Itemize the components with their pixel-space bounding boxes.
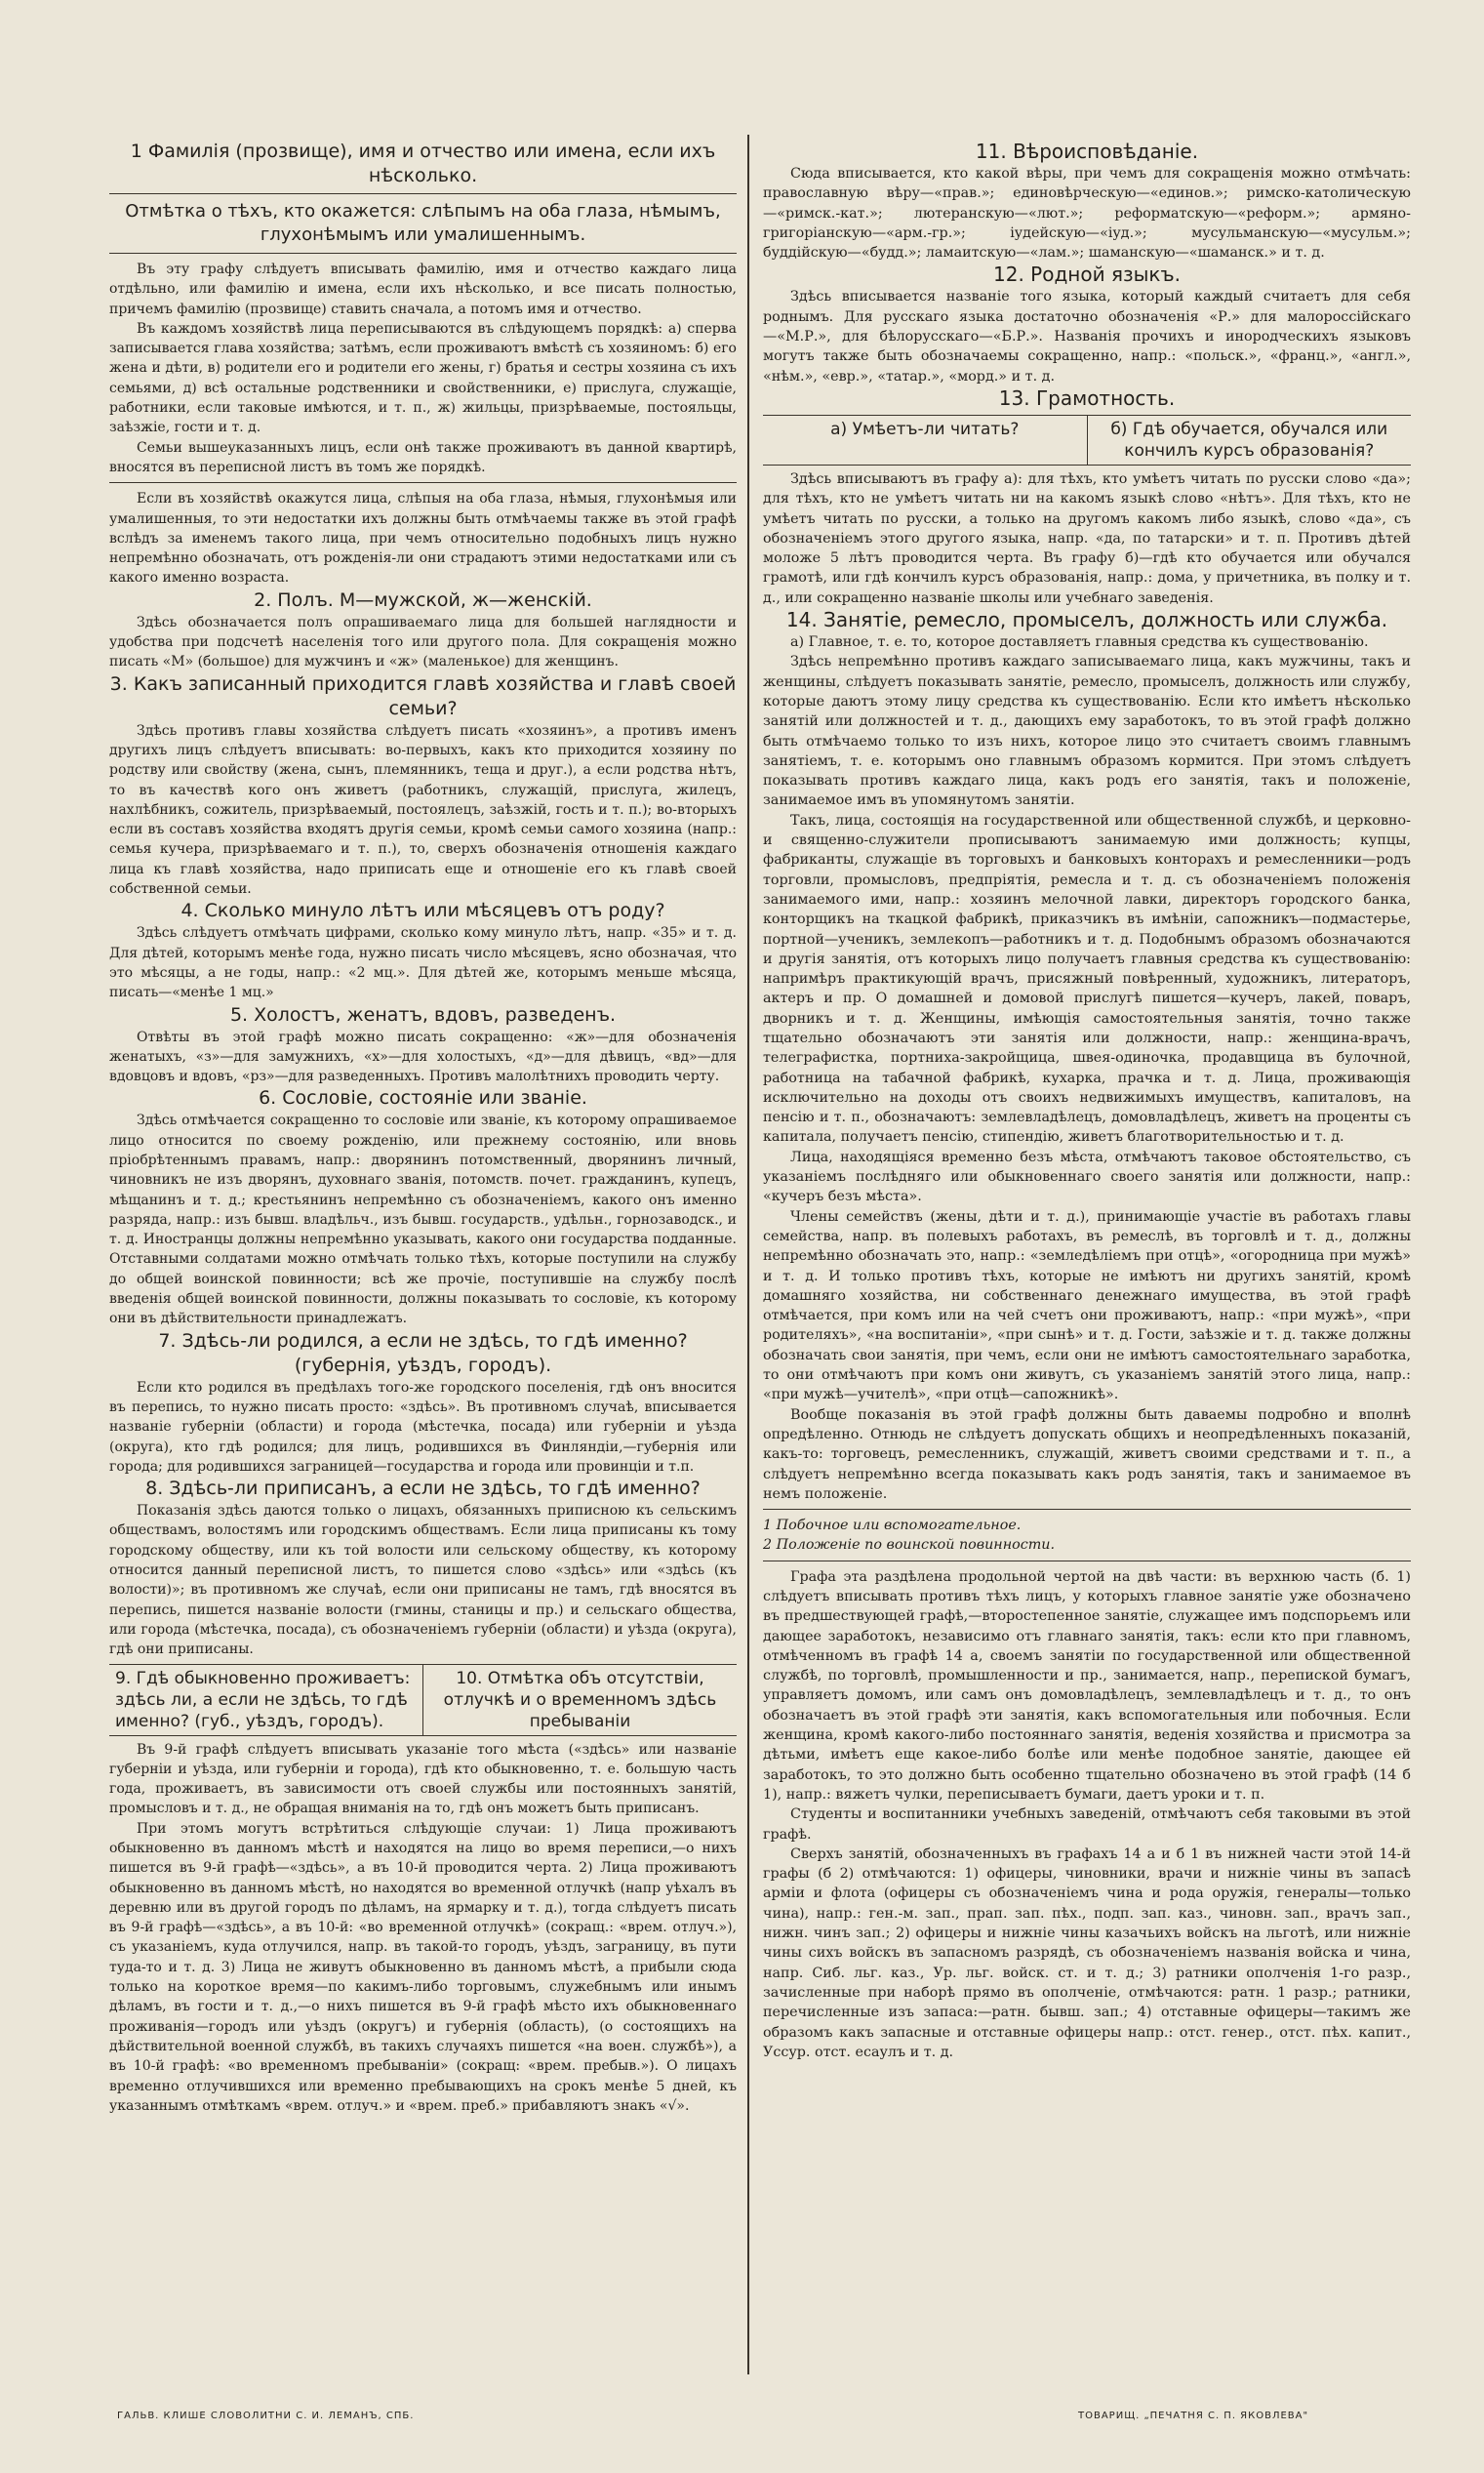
section-12-heading: 12. Родной языкъ.: [993, 263, 1181, 287]
section-7-heading: 7. Здѣсь-ли родился, а если не здѣсь, то гдѣ именно? (губернія, уѣздъ, городъ).: [158, 1329, 688, 1376]
section-4-heading: 4. Сколько минуло лѣтъ или мѣсяцевъ отъ роду?: [180, 900, 665, 922]
paragraph: Семьи вышеуказанныхъ лицъ, если онѣ также проживаютъ въ данной квартирѣ, вносятся въ переписной листъ въ томъ же порядкѣ.: [109, 439, 737, 475]
paragraph: Сюда вписывается, кто какой вѣры, при чемъ для сокращенія можно отмѣчать: православную вѣру—«прав.»; единовѣрческую—«единов.»; римско-католическую—«римск.-кат.»; лютеранскую—«лют.»; реформатскую—«реформ.»; армяно-григоріанскую—«арм.-гр.»; іудейскую—«іуд.»; мусульманскую—«мусульм.»; буддійскую—«будд.»; ламаитскую—«лам.»; шаманскую—«шаманск.» и т. д.: [763, 166, 1411, 262]
divider: [109, 253, 737, 254]
section-14-heading: 14. Занятіе, ремесло, промыселъ, должность или служба.: [785, 608, 1388, 632]
paragraph: Здѣсь слѣдуетъ отмѣчать цифрами, сколько кому минуло лѣтъ, напр. «35» и т. д. Для дѣтей, которымъ менѣе года, нужно писать число мѣсяцевъ, ясно обозначая, что это мѣсяцы, а не годы, напр.: «2 мц.». Для дѣтей же, которымъ меньше мѣсяца, писать—«менѣе 1 мц.»: [109, 925, 737, 1001]
paragraph: Здѣсь противъ главы хозяйства слѣдуетъ писать «хозяинъ», а противъ именъ другихъ лицъ слѣдуетъ вписывать: во-первыхъ, какъ кто приходится хозяину по родству или свойству (жена, сынъ, племянникъ, теща и друг.), а если родства нѣтъ, то въ качествѣ кого онъ живетъ (работникъ, служащій, прислуга, жилецъ, нахлѣбникъ, сожитель, призрѣваемый, постоялецъ, заѣзжій, гость и т. п.); во-вторыхъ если въ составъ хозяйства входятъ другія семьи, кромѣ семьи самого хозяина (напр.: семья кучера, призрѣваемаго и т. п.), то, сверхъ обозначенія отношенія каждаго лица къ главѣ хозяйства, надо приписать еще и отношеніе его къ главѣ своей собственной семьи.: [109, 722, 737, 898]
sections-9-10-header: [109, 1664, 737, 1736]
divider: [109, 193, 737, 194]
paragraph: При этомъ могутъ встрѣтиться слѣдующіе случаи: 1) Лица проживаютъ обыкновенно въ данномъ мѣстѣ и находятся на лицо во время переписи,—о нихъ пишется въ 9-й графѣ—«здѣсь», а въ 10-й проводится черта. 2) Лица проживаютъ обыкновенно въ данномъ мѣстѣ, но находятся во временной отлучкѣ (напр уѣхалъ въ деревню или въ другой городъ по дѣламъ, на ярмарку и т. д.), тогда слѣдуетъ писать въ 9-й графѣ—«здѣсь», а въ 10-й: «во временной отлучкѣ» (сокращ.: «врем. отлуч.»), съ указаніемъ, куда отлучился, напр. въ такой-то городъ, уѣздъ, заграницу, въ пути туда-то и т. д. 3) Лица не живутъ обыкновенно въ данномъ мѣстѣ, а прибыли сюда только на короткое время—по какимъ-либо торговымъ, служебнымъ или инымъ дѣламъ, въ гости и т. д.,—о нихъ пишется въ 9-й графѣ мѣсто ихъ обыкновеннаго проживанія—городъ или уѣздъ (округъ) и губернія (область), (о состоящихъ на дѣйствительной военной службѣ, въ такихъ случаяхъ пишется «на воен. службѣ»), а въ 10-й графѣ: «во временномъ пребываніи» (сокращ: «врем. пребыв.»). О лицахъ временно отлучившихся или временно пребывающихъ на срокъ менѣе 5 дней, къ указаннымъ отмѣткамъ «врем. отлуч.» и «врем. преб.» прибавляютъ знакъ «√».: [109, 1820, 737, 2114]
column-divider: [747, 135, 749, 2374]
section-1-heading: 1 Фамилія (прозвище), имя и отчество или имена, если ихъ нѣсколько.: [130, 141, 716, 186]
section-9-heading: 9. Гдѣ обыкновенно проживаетъ: здѣсь ли, а если не здѣсь, то гдѣ именно? (губ., уѣздъ, городъ).: [115, 1668, 411, 1731]
paragraph: Лица, находящіяся временно безъ мѣста, отмѣчаютъ таковое обстоятельство, съ указаніемъ послѣдняго или обыкновеннаго своего занятія или должности, напр.: «кучеръ безъ мѣста».: [763, 1149, 1411, 1205]
section-2-heading: 2. Полъ. М—мужской, ж—женскій.: [254, 588, 592, 611]
printer-credit-right: ТОВАРИЩ. „ПЕЧАТНЯ С. П. ЯКОВЛЕВА": [1078, 2411, 1309, 2421]
divider: [763, 1509, 1411, 1510]
paragraph: Студенты и воспитанники учебныхъ заведеній, отмѣчаютъ себя таковыми въ этой графѣ.: [763, 1806, 1411, 1843]
paragraph: Графа эта раздѣлена продольной чертой на двѣ части: въ верхнюю часть (б. 1) слѣдуетъ вписывать противъ тѣхъ лицъ, у которыхъ главное занятіе уже обозначено въ предшествующей графѣ,—второстепенное занятіе, служащее имъ подспорьемъ или дающее заработокъ, независимо отъ главнаго занятія, такъ: если кто при главномъ, отмѣченномъ въ графѣ 14 а, своемъ занятіи по государственной или общественной службѣ, по торговлѣ, промышленности и пр., занимается, напр., перепиской бумагъ, управляетъ домомъ, или самъ онъ домовладѣлецъ, землевладѣлецъ и т. д., то онъ обозначаетъ въ этой графѣ эти занятія, какъ вспомогательныя или побочныя. Если женщина, кромѣ какого-либо постояннаго занятія, веденія хозяйства и присмотра за дѣтьми, имѣетъ еще какое-либо болѣе или менѣе подобное занятіе, дающее ей заработокъ, то это должно быть особенно тщательно обозначено въ этой графѣ (14 б 1), напр.: вяжетъ чулки, переписываетъ бумаги, даетъ уроки и т. п.: [763, 1568, 1411, 1803]
paragraph: Въ 9-й графѣ слѣдуетъ вписывать указаніе того мѣста («здѣсь» или названіе губерніи и уѣзда, или губерніи и города), гдѣ кто обыкновенно, т. е. большую часть года, проживаетъ, въ зависимости отъ своей службы или постоянныхъ занятій, промысловъ и т. д., не обращая вниманія на то, гдѣ онъ можетъ быть приписанъ.: [109, 1741, 737, 1817]
paragraph: Сверхъ занятій, обозначенныхъ въ графахъ 14 а и б 1 въ нижней части этой 14-й графы (б 2) отмѣчаются: 1) офицеры, чиновники, врачи и нижніе чины въ запасѣ арміи и флота (офицеры съ обозначеніемъ чина и рода оружія, генералы—только чина), напр.: ген.-м. зап., прап. зап. пѣх., подп. зап. каз., чиновн. зап., врачъ зап., нижн. чинъ зап.; 2) офицеры и нижніе чины казачьихъ войскъ на льготѣ, или нижніе чины сихъ войскъ въ запасномъ разрядѣ, съ обозначеніемъ названія войска и чина, напр. Сиб. льг. каз., Ур. льг. войск. ст. и т. д.; 3) ратники ополченія 1-го разр., зачисленные при наборѣ прямо въ ополченіе, отмѣчаются: ратн. 1 разр.; ратники, перечисленные изъ запаса:—ратн. бывш. зап.; 4) отставные офицеры—такимъ же образомъ какъ запасные и отставные офицеры напр.: отст. генер., отст. пѣх. капит., Уссур. отст. есаулъ и т. д.: [763, 1845, 1411, 2060]
section-10-cell: [422, 1665, 737, 1735]
section-13-subheader: [763, 415, 1411, 466]
paragraph: Въ каждомъ хозяйствѣ лица переписываются въ слѣдующемъ порядкѣ: а) сперва записывается глава хозяйства; затѣмъ, если проживаютъ вмѣстѣ съ хозяиномъ: б) его жена и дѣти, в) родители его и родители его жены, г) братья и сестры хозяина съ ихъ семьями, д) всѣ остальные родственники и свойственники, е) прислуга, служащіе, работники, если таковые имѣются, и т. п., ж) жильцы, призрѣваемые, постояльцы, заѣзжіе, гости и т. д.: [109, 320, 737, 436]
right-column: [763, 132, 1411, 2062]
section-1-subheading: Отмѣтка о тѣхъ, кто окажется: слѣпымъ на оба глаза, нѣмымъ, глухонѣмымъ или умалишеннымъ.: [125, 201, 721, 245]
section-13-heading: 13. Грамотность.: [998, 385, 1176, 410]
paragraph: Здѣсь вписывается названіе того языка, который каждый считаетъ для себя роднымъ. Для русскаго языка достаточно обозначенія «Р.» для малороссійскаго—«М.Р.», для бѣлорусскаго—«Б.Р.». Названія прочихъ и инородческихъ языковъ могутъ также быть обозначаемы сокращенно, напр.: «польск.», «франц.», «англ.», «нѣм.», «евр.», «татар.», «морд.» и т. д.: [763, 289, 1411, 385]
section-13a-heading: а) Умѣетъ-ли читать?: [830, 419, 1020, 439]
section-14b2-label: 2 Положеніе по воинской повинности.: [763, 1537, 1056, 1554]
paragraph: Отвѣты въ этой графѣ можно писать сокращенно: «ж»—для обозначенія женатыхъ, «з»—для замужнихъ, «х»—для холостыхъ, «д»—для дѣвицъ, «вд»—для вдовцовъ и вдовъ, «рз»—для разведенныхъ. Противъ малолѣтнихъ проводить черту.: [109, 1029, 737, 1085]
divider: [109, 482, 737, 483]
paragraph: Въ эту графу слѣдуетъ вписывать фамилію, имя и отчество каждаго лица отдѣльно, или фамилію и имена, если ихъ нѣсколько, и все писать полностью, причемъ фамилію (прозвище) ставить сначала, а потомъ имя и отчество.: [109, 262, 737, 317]
section-13b-cell: [1087, 416, 1412, 465]
section-11-heading: 11. Вѣроисповѣданіе.: [975, 140, 1199, 163]
section-10-heading: 10. Отмѣтка объ отсутствіи, отлучкѣ и о временномъ здѣсь пребываніи: [443, 1668, 717, 1731]
paragraph: Такъ, лица, состоящія на государственной или общественной службѣ, и церковно-и священно-служители прописываютъ занимаемую ими должность; купцы, фабриканты, служащіе въ торговыхъ и банковыхъ конторахъ и ремесленники—родъ торговли, промысловъ, предпріятія, ремесла и т. д. съ обозначеніемъ положенія занимаемого ими, напр.: хозяинъ мелочной лавки, директоръ городского банка, конторщикъ на ткацкой фабрикѣ, приказчикъ въ имѣніи, сапожникъ—подмастерье, портной—ученикъ, землекопъ—работникъ и т. д. Подобнымъ образомъ обозначаются и другія занятія, отъ которыхъ лицо получаетъ главныя средства къ существованію: напримѣръ практикующій врачъ, присяжный повѣренный, художникъ, литераторъ, актеръ и пр. О домашней и домовой прислугѣ пишется—кучеръ, лакей, поваръ, дворникъ и т. д. Женщины, имѣющія самостоятельныя занятія, точно также тщательно обозначаютъ эти занятія или должности, напр.: женщина-врачъ, телеграфистка, портниха-закройщица, швея-одиночка, продавщица въ булочной, работница на табачной фабрикѣ, кухарка, прачка и т. д. Лица, проживающія исключительно на доходы отъ своихъ недвижимыхъ имуществъ, капиталовъ, на пенсію и т. п., обозначаютъ: землевладѣлецъ, домовладѣлецъ, живетъ на проценты съ капитала, получаетъ пенсію, стипендію, живетъ благотворительностью и т. д.: [763, 812, 1411, 1146]
section-5-heading: 5. Холостъ, женатъ, вдовъ, разведенъ.: [229, 1003, 617, 1026]
section-9-cell: [109, 1665, 422, 1735]
paragraph: Здѣсь отмѣчается сокращенно то сословіе или званіе, къ которому опрашиваемое лицо относится по своему рожденію, или прежнему состоянію, или вновь пріобрѣтеннымъ правамъ, напр.: дворянинъ потомственный, дворянинъ личный, чиновникъ не изъ дворянъ, духовнаго званія, потомств. почет. гражданинъ, купецъ, мѣщанинъ и т. д.; крестьянинъ непремѣнно съ обозначеніемъ, какого онъ именно разряда, напр.: изъ бывш. владѣльч., изъ бывш. государств., удѣльн., горнозаводск., и т. д. Иностранцы должны непремѣнно указывать, какого они государства подданные. Отставными солдатами можно отмѣчать только тѣхъ, которые поступили на службу до общей воинской повинности; всѣ же прочіе, поступившіе на службу послѣ введенія общей воинской повинности, должны показывать то сословіе, къ которому они въ дѣйствительности принадлежатъ.: [109, 1113, 737, 1327]
paragraph: Здѣсь обозначается полъ опрашиваемаго лица для большей наглядности и удобства при подсчетѣ населенія того или другого пола. Для сокращенія можно писать «М» (большое) для мужчинъ и «ж» (маленькое) для женщинъ.: [109, 614, 737, 670]
printer-credit-left: ГАЛЬВ. КЛИШЕ СЛОВОЛИТНИ С. И. ЛЕМАНЪ, СПБ.: [117, 2411, 415, 2421]
paragraph: Показанія здѣсь даются только о лицахъ, обязанныхъ приписною къ сельскимъ обществамъ, волостямъ или городскимъ обществамъ. Если лица приписаны къ тому городскому обществу, или къ той волости или сельскому обществу, къ которому относится данный переписной листъ, то пишется слово «здѣсь» или «здѣсь (къ волости)»; въ противномъ же случаѣ, если они приписаны не тамъ, гдѣ вносятся въ перепись, пишется названіе волости (гмины, станицы и пр.) и сельскаго общества, или города (мѣстечка, посада), съ обозначеніемъ губерніи (области) и уѣзда (округа), гдѣ они приписаны.: [109, 1503, 737, 1658]
section-8-heading: 8. Здѣсь-ли приписанъ, а если не здѣсь, то гдѣ именно?: [145, 1478, 701, 1500]
paragraph: Здѣсь вписываютъ въ графу а): для тѣхъ, кто умѣетъ читать по русски слово «да»; для тѣхъ, кто не умѣетъ читать ни на какомъ языкѣ слово «нѣтъ». Для тѣхъ, кто не умѣетъ читать по русски, а только на другомъ какомъ либо языкѣ, слово «да», съ обозначеніемъ этого другого языка, напр. «да, по татарски» и т. п. Противъ дѣтей моложе 5 лѣтъ проводится черта. Въ графу б)—гдѣ кто обучается или обучался грамотѣ, или гдѣ кончилъ курсъ образованія, напр.: дома, у причетника, въ полку и т. д., или сокращенно названіе школы или учебнаго заведенія.: [763, 470, 1411, 606]
section-14b1-label: 1 Побочное или вспомогательное.: [763, 1518, 1022, 1534]
section-6-heading: 6. Сословіе, состояніе или званіе.: [259, 1087, 587, 1110]
paragraph: Если въ хозяйствѣ окажутся лица, слѣпыя на оба глаза, нѣмыя, глухонѣмыя или умалишенныя, то эти недостатки ихъ должны быть отмѣчаемы также въ этой графѣ вслѣдъ за именемъ такого лица, при чемъ относительно подобныхъ лицъ нужно непремѣнно обозначать, отъ рожденія-ли они страдаютъ этими недостатками или съ какого именно возраста.: [109, 491, 737, 587]
paragraph: Здѣсь непремѣнно противъ каждаго записываемаго лица, какъ мужчины, такъ и женщины, слѣдуетъ показывать занятіе, ремесло, промыселъ, должность или службу, которые даютъ этому лицу средства къ существованію. Если кто имѣетъ нѣсколько занятій или должностей и т. д., дающихъ ему заработокъ, то въ этой графѣ должно быть отмѣчаемо только то изъ нихъ, которое лицо это считаетъ своимъ главнымъ занятіемъ, т. е. которымъ оно главнымъ образомъ кормится. При этомъ слѣдуетъ показывать противъ каждаго лица, какъ родъ его занятія, такъ и положеніе, занимаемое имъ въ упомянутомъ занятіи.: [763, 654, 1411, 809]
paragraph: Вообще показанія въ этой графѣ должны быть даваемы подробно и вполнѣ опредѣленно. Отнюдь не слѣдуетъ допускать общихъ и неопредѣленныхъ показаній, какъ-то: торговецъ, ремесленникъ, служащій, живетъ своими средствами и т. п., а слѣдуетъ непремѣнно всегда показывать какъ родъ занятія, такъ и занимаемое въ немъ положеніе.: [763, 1406, 1411, 1502]
section-3-heading: 3. Какъ записанный приходится главѣ хозяйства и главѣ своей семьи?: [109, 672, 737, 719]
section-13b-heading: б) Гдѣ обучается, обучался или кончилъ курсъ образованія?: [1110, 419, 1388, 461]
left-column: [109, 132, 737, 2116]
section-13a-cell: [763, 416, 1087, 465]
paragraph: а) Главное, т. е. то, которое доставляетъ главныя средства къ существованію.: [790, 634, 1369, 651]
paragraph: Члены семействъ (жены, дѣти и т. д.), принимающіе участіе въ работахъ главы семейства, напр. въ полевыхъ работахъ, въ ремеслѣ, въ торговлѣ и т. д., должны непремѣнно обозначать это, напр.: «земледѣліемъ при отцѣ», «огородница при мужѣ» и т. д. И только противъ тѣхъ, которые не имѣютъ ни другихъ занятій, кромѣ домашняго хозяйства, ни собственнаго денежнаго имущества, въ этой графѣ отмѣчается, при комъ или на чей счетъ они проживаютъ, напр.: «при мужѣ», «при родителяхъ», «на воспитаніи», «при сынѣ» и т. д. Гости, заѣзжіе и т. д. также должны обозначать свои занятія, при чемъ, если они не имѣютъ самостоятельнаго заработка, то они отмѣчаютъ при комъ они живутъ, съ указаніемъ занятій этого лица, напр.: «при мужѣ—учителѣ», «при отцѣ—сапожникѣ».: [763, 1208, 1411, 1403]
paragraph: Если кто родился въ предѣлахъ того-же городского поселенія, гдѣ онъ вносится въ перепись, то нужно писать просто: «здѣсь». Въ противномъ случаѣ, вписывается названіе губерніи (области) и города (мѣстечка, посада) или губерніи и уѣзда (округа), кто гдѣ родился; для лицъ, родившихся въ Финляндіи,—губернія или города; для родившихся заграницей—государства и города или провинціи и т.п.: [109, 1379, 737, 1475]
